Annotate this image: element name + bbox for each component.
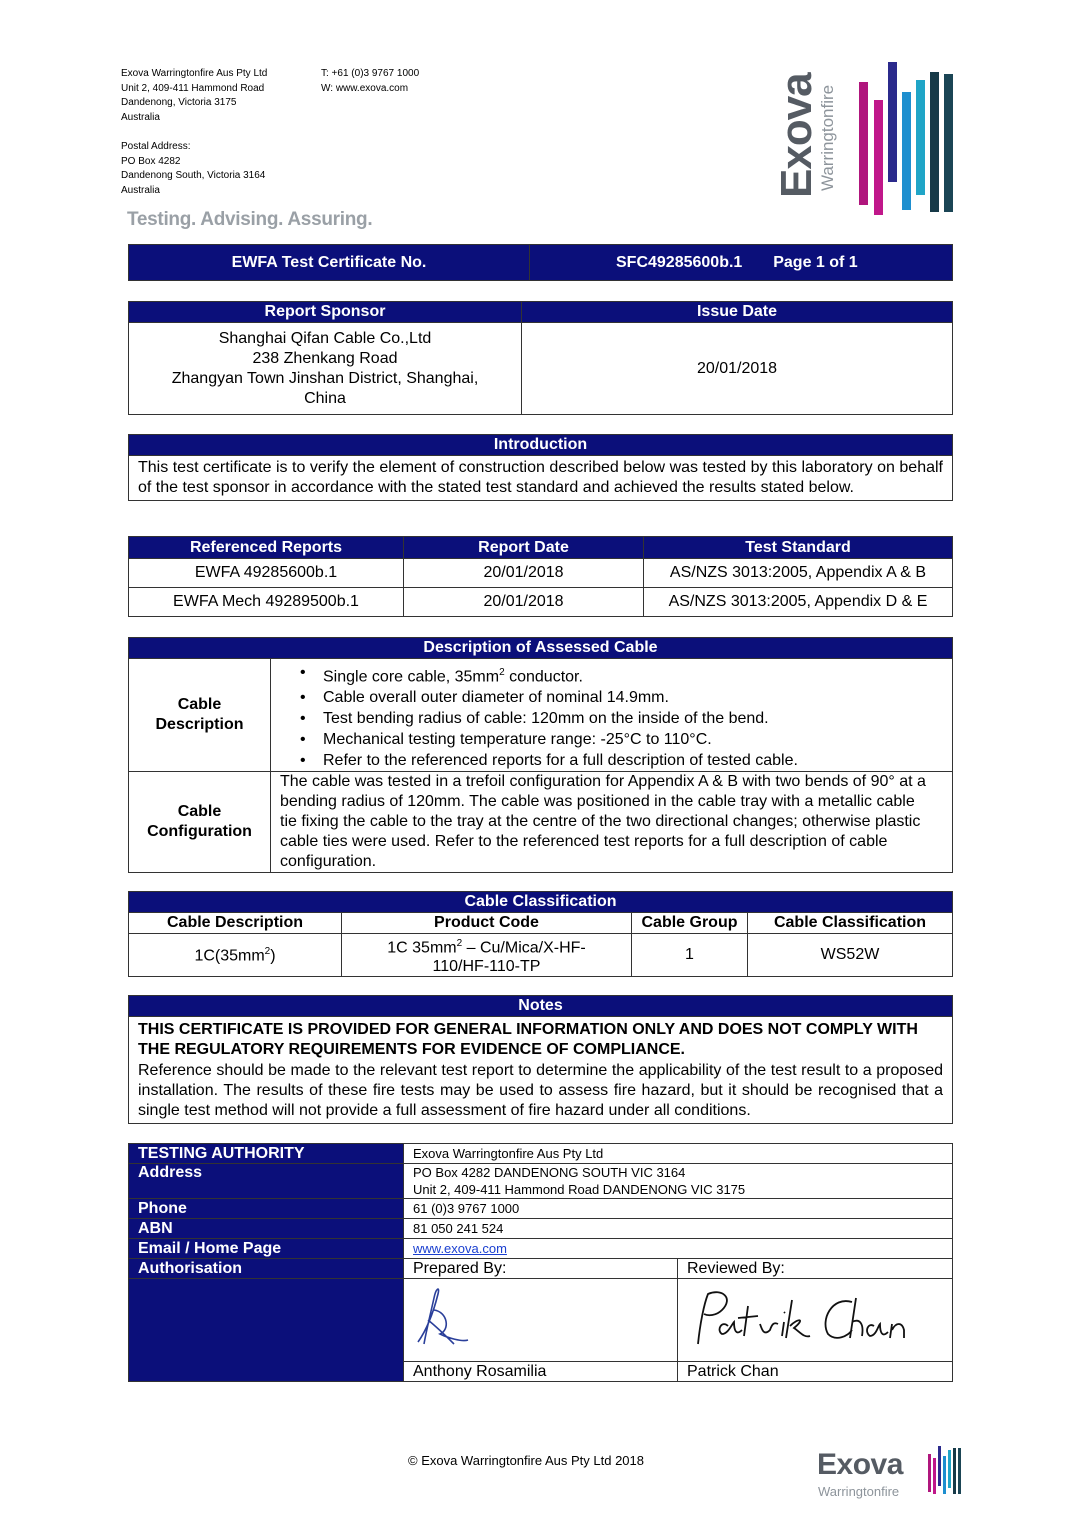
reviewed-by-label: Reviewed By: (678, 1259, 953, 1279)
cable-configuration-text: The cable was tested in a trefoil configuration for Appendix A & B with two bends of 90° at a bending radius of 120mm. The cable was positioned in the cable tray with a metallic cable tie fixing the cable to the tray at the centre of the two directional changes; otherwise plastic cable ties were used. Refer to the referenced test reports for a full description of cable configuration. (271, 772, 953, 873)
list-item: • Cable overall outer diameter of nominal 14.9mm. (323, 688, 948, 709)
text: 1C 35mm (387, 939, 457, 957)
col-referenced-reports: Referenced Reports (129, 537, 404, 559)
footer-logo (817, 1448, 967, 1504)
label-testing-authority: TESTING AUTHORITY (129, 1144, 404, 1164)
logo-sub: Warringtonfire (818, 84, 837, 191)
certificate-page: Page 1 of 1 (773, 253, 858, 271)
certificate-number: SFC49285600b.1 (616, 253, 743, 271)
company-contact (321, 67, 419, 96)
list-item: • Test bending radius of cable: 120mm on the inside of the bend. (323, 709, 948, 730)
sponsor-header: Report Sponsor (129, 302, 522, 323)
tagline: Testing. Advising. Assuring. (127, 209, 373, 230)
label-line: Configuration (147, 823, 252, 841)
table-row (129, 934, 953, 977)
postal-country: Australia (121, 184, 160, 196)
authorisation-fill (129, 1279, 404, 1382)
col-cable-classification: Cable Classification (748, 913, 953, 934)
postal-label: Postal Address: (121, 140, 191, 152)
text: 1C(35mm (194, 946, 265, 964)
footer-copyright: © Exova Warringtonfire Aus Pty Ltd 2018 (408, 1453, 644, 1468)
sponsor-line: Shanghai Qifan Cable Co.,Ltd (218, 329, 432, 347)
test-standard: AS/NZS 3013:2005, Appendix D & E (644, 588, 953, 617)
company-address (121, 67, 267, 198)
report-id: EWFA Mech 49289500b.1 (129, 588, 404, 617)
classification-header: Cable Classification (129, 892, 953, 913)
prepared-by-name: Anthony Rosamilia (404, 1362, 678, 1382)
address-line: Unit 2, 409-411 Hammond Road DANDENONG VIC 3175 (413, 1182, 746, 1197)
authority-abn: 81 050 241 524 (404, 1219, 953, 1239)
sponsor-line: 238 Zhenkang Road (252, 349, 398, 367)
authority-name: Exova Warringtonfire Aus Pty Ltd (404, 1144, 953, 1164)
product-code-value (342, 934, 632, 977)
website-link[interactable]: www.exova.com (413, 1241, 507, 1256)
authority-table (128, 1143, 953, 1382)
label-authorisation: Authorisation (129, 1259, 404, 1279)
col-cable-description: Cable Description (129, 913, 342, 934)
text: 110/HF-110-TP (432, 958, 541, 976)
table-row (129, 559, 953, 588)
notes-body (129, 1017, 953, 1124)
issue-date: 20/01/2018 (522, 323, 953, 415)
brand-bars-icon (855, 60, 955, 215)
notes-header: Notes (129, 996, 953, 1017)
company-phone: T: +61 (0)3 9767 1000 (321, 68, 420, 79)
issue-date-header: Issue Date (522, 302, 953, 323)
superscript: 2 (499, 667, 505, 678)
prepared-signature (404, 1279, 678, 1362)
label-phone: Phone (129, 1199, 404, 1219)
authority-phone: 61 (0)3 9767 1000 (404, 1199, 953, 1219)
introduction-header: Introduction (129, 435, 953, 456)
reviewed-by-name: Patrick Chan (678, 1362, 953, 1382)
cable-classification-value: WS52W (748, 934, 953, 977)
classification-table (128, 891, 953, 977)
sponsor-address (129, 323, 522, 415)
cable-description-label (129, 659, 271, 772)
postal-box: PO Box 4282 (121, 155, 181, 167)
brand-bars-icon (927, 1444, 967, 1500)
cable-description-value (129, 934, 342, 977)
list-item: • Mechanical testing temperature range: -25°C to 110°C. (323, 730, 948, 751)
logo-word: Exova (772, 73, 821, 198)
address-line: PO Box 4282 DANDENONG SOUTH VIC 3164 (413, 1165, 686, 1180)
superscript: 2 (456, 938, 463, 949)
company-web: W: www.exova.com (321, 82, 409, 94)
introduction-table (128, 434, 953, 501)
report-date: 20/01/2018 (404, 559, 644, 588)
sponsor-table (128, 301, 953, 415)
certificate-bar (128, 244, 953, 281)
assessed-header: Description of Assessed Cable (129, 638, 953, 659)
signature-icon (682, 1280, 922, 1356)
list-item: • Refer to the referenced reports for a full description of tested cable. (323, 751, 948, 772)
footer-logo-sub: Warringtonfire (818, 1484, 900, 1499)
reviewed-signature (678, 1279, 953, 1362)
exova-logo (772, 60, 960, 220)
text: – Cu/Mica/X-HF- (462, 939, 586, 957)
cable-configuration-label (129, 772, 271, 873)
company-country: Australia (121, 111, 160, 123)
label-line: Cable (177, 696, 222, 714)
notes-table (128, 995, 953, 1124)
introduction-text: This test certificate is to verify the element of construction described below was tested by this laboratory on behalf of the test sponsor in accordance with the stated test standard and achieved the results stated below. (129, 456, 953, 501)
cable-description-list (271, 659, 953, 772)
col-test-standard: Test Standard (644, 537, 953, 559)
signature-icon (408, 1280, 528, 1356)
authority-web-cell (404, 1239, 953, 1259)
label-email-home-page: Email / Home Page (129, 1239, 404, 1259)
report-id: EWFA 49285600b.1 (129, 559, 404, 588)
sponsor-line: Zhangyan Town Jinshan District, Shanghai, (171, 369, 479, 387)
certificate-number-cell (530, 245, 953, 281)
superscript: 2 (264, 945, 271, 957)
footer-logo-word: Exova (817, 1448, 903, 1481)
certificate-label: EWFA Test Certificate No. (129, 245, 530, 281)
notes-text: Reference should be made to the relevant test report to determine the applicability of the test result to a proposed installation. The results of these fire tests may be used to assess fire hazard, but it should be recognised that a single test method will not provide a full assessment of fire hazard under all conditions. (138, 1062, 943, 1119)
label-abn: ABN (129, 1219, 404, 1239)
prepared-by-label: Prepared By: (404, 1259, 678, 1279)
label-line: Description (155, 716, 244, 734)
col-report-date: Report Date (404, 537, 644, 559)
company-name: Exova Warringtonfire Aus Pty Ltd (121, 68, 268, 79)
notes-disclaimer: THIS CERTIFICATE IS PROVIDED FOR GENERAL INFORMATION ONLY AND DOES NOT COMPLY WITH THE REGULATORY REQUIREMENTS FOR EVIDENCE OF COMPLIANCE. (138, 1021, 918, 1058)
label-address: Address (129, 1164, 404, 1199)
bullet-text: conductor. (504, 668, 583, 686)
authority-address (404, 1164, 953, 1199)
table-row (129, 588, 953, 617)
list-item (323, 663, 948, 688)
text: ) (270, 946, 276, 964)
col-cable-group: Cable Group (632, 913, 748, 934)
assessed-cable-table (128, 637, 953, 873)
company-street: Unit 2, 409-411 Hammond Road (121, 82, 265, 94)
sponsor-line: China (304, 389, 346, 407)
company-city: Dandenong, Victoria 3175 (121, 97, 237, 109)
col-product-code: Product Code (342, 913, 632, 934)
test-standard: AS/NZS 3013:2005, Appendix A & B (644, 559, 953, 588)
report-date: 20/01/2018 (404, 588, 644, 617)
postal-city: Dandenong South, Victoria 3164 (121, 170, 266, 182)
label-line: Cable (177, 803, 222, 821)
cable-group-value: 1 (632, 934, 748, 977)
bullet-text: Single core cable, 35mm (323, 668, 500, 686)
references-table (128, 536, 953, 617)
